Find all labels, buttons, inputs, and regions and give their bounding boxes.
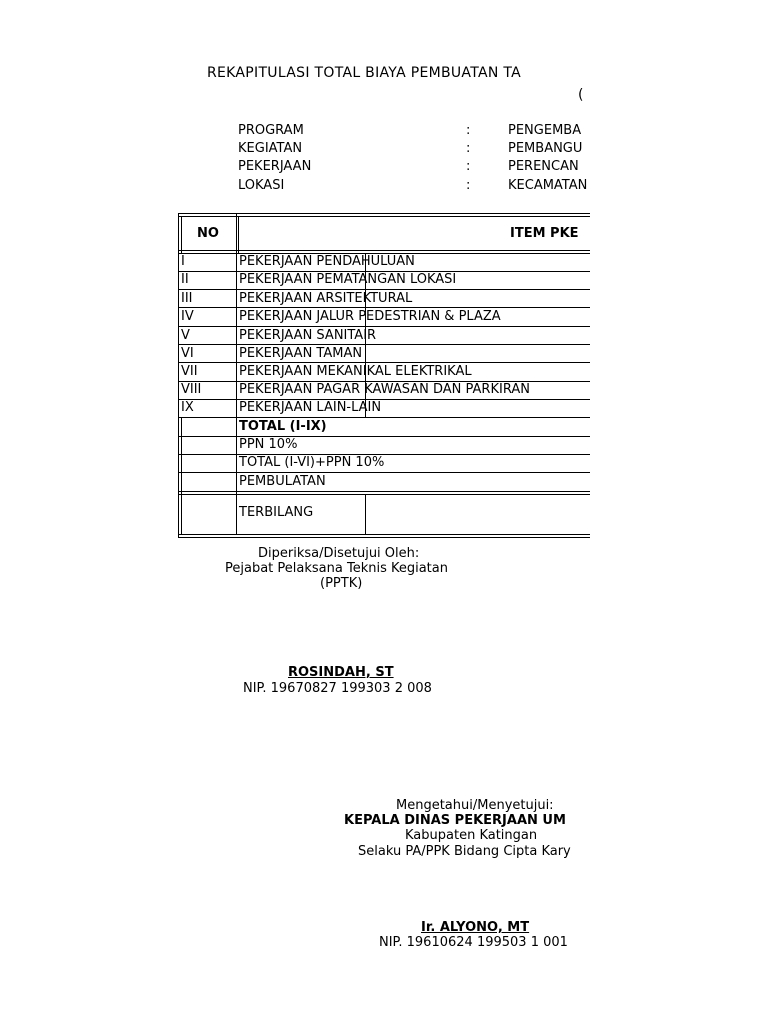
row-item: PEKERJAAN JALUR PEDESTRIAN & PLAZA (239, 309, 501, 324)
row-item: PEKERJAAN PEMATANGAN LOKASI (239, 272, 457, 287)
sign1-nip: NIP. 19670827 199303 2 008 (243, 681, 432, 696)
table-border (178, 534, 590, 535)
info-value-lokasi: KECAMATAN (508, 178, 588, 193)
sign2-line4: Selaku PA/PPK Bidang Cipta Kary (358, 844, 571, 859)
info-sep: : (466, 178, 471, 193)
table-border (178, 216, 590, 217)
row-separator (178, 362, 590, 363)
ppn-row-label: PPN 10% (239, 437, 298, 452)
row-no: VII (181, 364, 198, 379)
sign2-nip: NIP. 19610624 199503 1 001 (379, 935, 568, 950)
info-label-pekerjaan: PEKERJAAN (238, 159, 312, 174)
sign2-line2: KEPALA DINAS PEKERJAAN UM (344, 813, 566, 828)
info-value-program: PENGEMBA (508, 123, 582, 138)
document-subtitle: ( (578, 87, 584, 103)
row-separator (178, 494, 590, 495)
terbilang-row-label: TERBILANG (239, 505, 314, 520)
info-label-program: PROGRAM (238, 123, 304, 138)
row-item: PEKERJAAN SANITAIR (239, 328, 377, 343)
row-item: PEKERJAAN PENDAHULUAN (239, 254, 415, 269)
table-border (178, 537, 590, 538)
column-divider (236, 213, 237, 535)
info-sep: : (466, 159, 471, 174)
row-separator (178, 307, 590, 308)
row-item: PEKERJAAN LAIN-LAIN (239, 400, 382, 415)
row-no: II (181, 272, 189, 287)
row-separator (178, 326, 590, 327)
table-border (178, 250, 590, 251)
column-header-no: NO (197, 226, 219, 241)
sign2-name: Ir. ALYONO, MT (421, 920, 530, 935)
info-sep: : (466, 123, 471, 138)
row-item: PEKERJAAN PAGAR KAWASAN DAN PARKIRAN (239, 382, 530, 397)
document-title: REKAPITULASI TOTAL BIAYA PEMBUATAN TA (207, 65, 522, 81)
sign2-line3: Kabupaten Katingan (405, 828, 538, 843)
table-border (181, 417, 182, 535)
sign1-line1: Diperiksa/Disetujui Oleh: (258, 546, 420, 561)
info-sep: : (466, 141, 471, 156)
sign1-line2: Pejabat Pelaksana Teknis Kegiatan (225, 561, 448, 576)
sign1-name: ROSINDAH, ST (288, 665, 394, 680)
column-divider (238, 216, 239, 254)
row-no: VIII (181, 382, 202, 397)
row-no: V (181, 328, 190, 343)
info-label-kegiatan: KEGIATAN (238, 141, 303, 156)
pembulatan-row-label: PEMBULATAN (239, 474, 326, 489)
total-ppn-row-label: TOTAL (I-VI)+PPN 10% (239, 455, 385, 470)
column-divider (365, 494, 366, 535)
row-no: I (181, 254, 185, 269)
info-label-lokasi: LOKASI (238, 178, 285, 193)
row-separator (178, 289, 590, 290)
row-item: PEKERJAAN TAMAN (239, 346, 363, 361)
row-no: III (181, 291, 193, 306)
info-value-pekerjaan: PERENCAN (508, 159, 579, 174)
row-no: VI (181, 346, 194, 361)
row-separator (178, 344, 590, 345)
row-no: IX (181, 400, 194, 415)
row-separator (178, 472, 590, 473)
table-border (178, 213, 179, 538)
row-separator (178, 417, 590, 418)
table-border (178, 213, 590, 214)
info-value-kegiatan: PEMBANGU (508, 141, 583, 156)
row-no: IV (181, 309, 194, 324)
total-row-label: TOTAL (I-IX) (239, 419, 327, 434)
table-border (181, 216, 182, 254)
sign1-line3: (PPTK) (320, 576, 363, 591)
row-item: PEKERJAAN ARSITEKTURAL (239, 291, 413, 306)
row-item: PEKERJAAN MEKANIKAL ELEKTRIKAL (239, 364, 472, 379)
column-header-item: ITEM PKE (510, 226, 579, 241)
row-separator (178, 491, 590, 492)
sign2-line1: Mengetahui/Menyetujui: (396, 798, 554, 813)
